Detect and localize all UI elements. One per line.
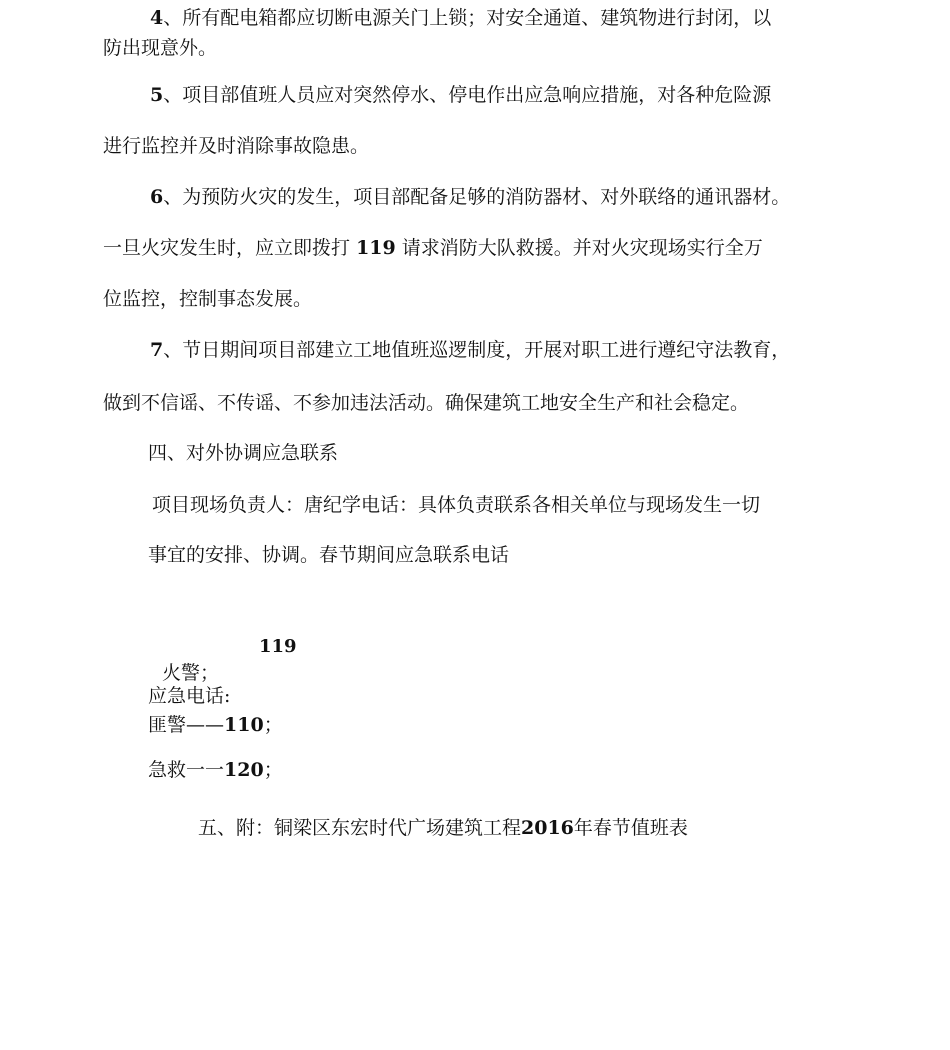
fire-number-inline: 119: [356, 237, 396, 259]
item-5-text: 、项目部值班人员应对突然停水、停电作出应急响应措施，对各种危险源: [163, 84, 772, 106]
item-4-line-1: [150, 9, 771, 28]
police-suffix: ；: [263, 714, 283, 736]
section-4-para-line-1: 项目现场负责人：唐纪学电话：具体负责联系各相关单位与现场发生一切: [152, 494, 761, 516]
emergency-phone-label: 应急电话:: [148, 685, 231, 707]
police-line: [148, 716, 283, 735]
item-7-line-2: 做到不信谣、不传谣、不参加违法活动。确保建筑工地安全生产和社会稳定。: [103, 392, 750, 414]
item-7-number: 7: [150, 339, 164, 361]
police-label: 匪警——: [148, 714, 225, 736]
section-4-heading: 四、对外协调应急联系: [148, 442, 339, 464]
section-5-heading: [198, 819, 688, 838]
fire-number: 119: [259, 636, 297, 657]
ambulance-suffix: ；: [263, 759, 283, 781]
item-6-line-1: [150, 188, 790, 207]
section-4-para-line-2: 事宜的安排、协调。春节期间应急联系电话: [148, 544, 510, 566]
item-4-text: 、所有配电箱都应切断电源关门上锁；对安全通道、建筑物进行封闭，以: [163, 7, 772, 29]
ambulance-number: 120: [224, 759, 264, 781]
item-4-line-2: 防出现意外。: [103, 37, 218, 59]
item-5-line-1: [150, 86, 771, 105]
ambulance-line: [148, 761, 283, 780]
item-6-line-2: [103, 239, 763, 258]
item-4-number: 4: [150, 7, 164, 29]
item-6-number: 6: [150, 186, 164, 208]
police-number: 110: [224, 714, 264, 736]
section-5-year: 2016: [521, 817, 574, 839]
item-6-line-3: 位监控，控制事态发展。: [103, 288, 313, 310]
section-5-prefix: 五、附：铜梁区东宏时代广场建筑工程: [198, 817, 522, 839]
fire-label: 火警；: [162, 662, 220, 684]
ambulance-label: 急救一一: [148, 759, 225, 781]
section-5-suffix: 年春节值班表: [573, 817, 688, 839]
item-5-line-2: 进行监控并及时消除事故隐患。: [103, 135, 370, 157]
item-7-text: 、节日期间项目部建立工地值班巡逻制度，开展对职工进行遵纪守法教育，: [163, 339, 791, 361]
item-5-number: 5: [150, 84, 164, 106]
item-7-line-1: [150, 341, 790, 360]
item-6-text-a: 一旦火灾发生时，应立即拨打: [103, 237, 351, 259]
item-6-text: 、为预防火灾的发生，项目部配备足够的消防器材、对外联络的通讯器材。: [163, 186, 791, 208]
item-6-text-b: 请求消防大队救援。并对火灾现场实行全万: [401, 237, 763, 259]
